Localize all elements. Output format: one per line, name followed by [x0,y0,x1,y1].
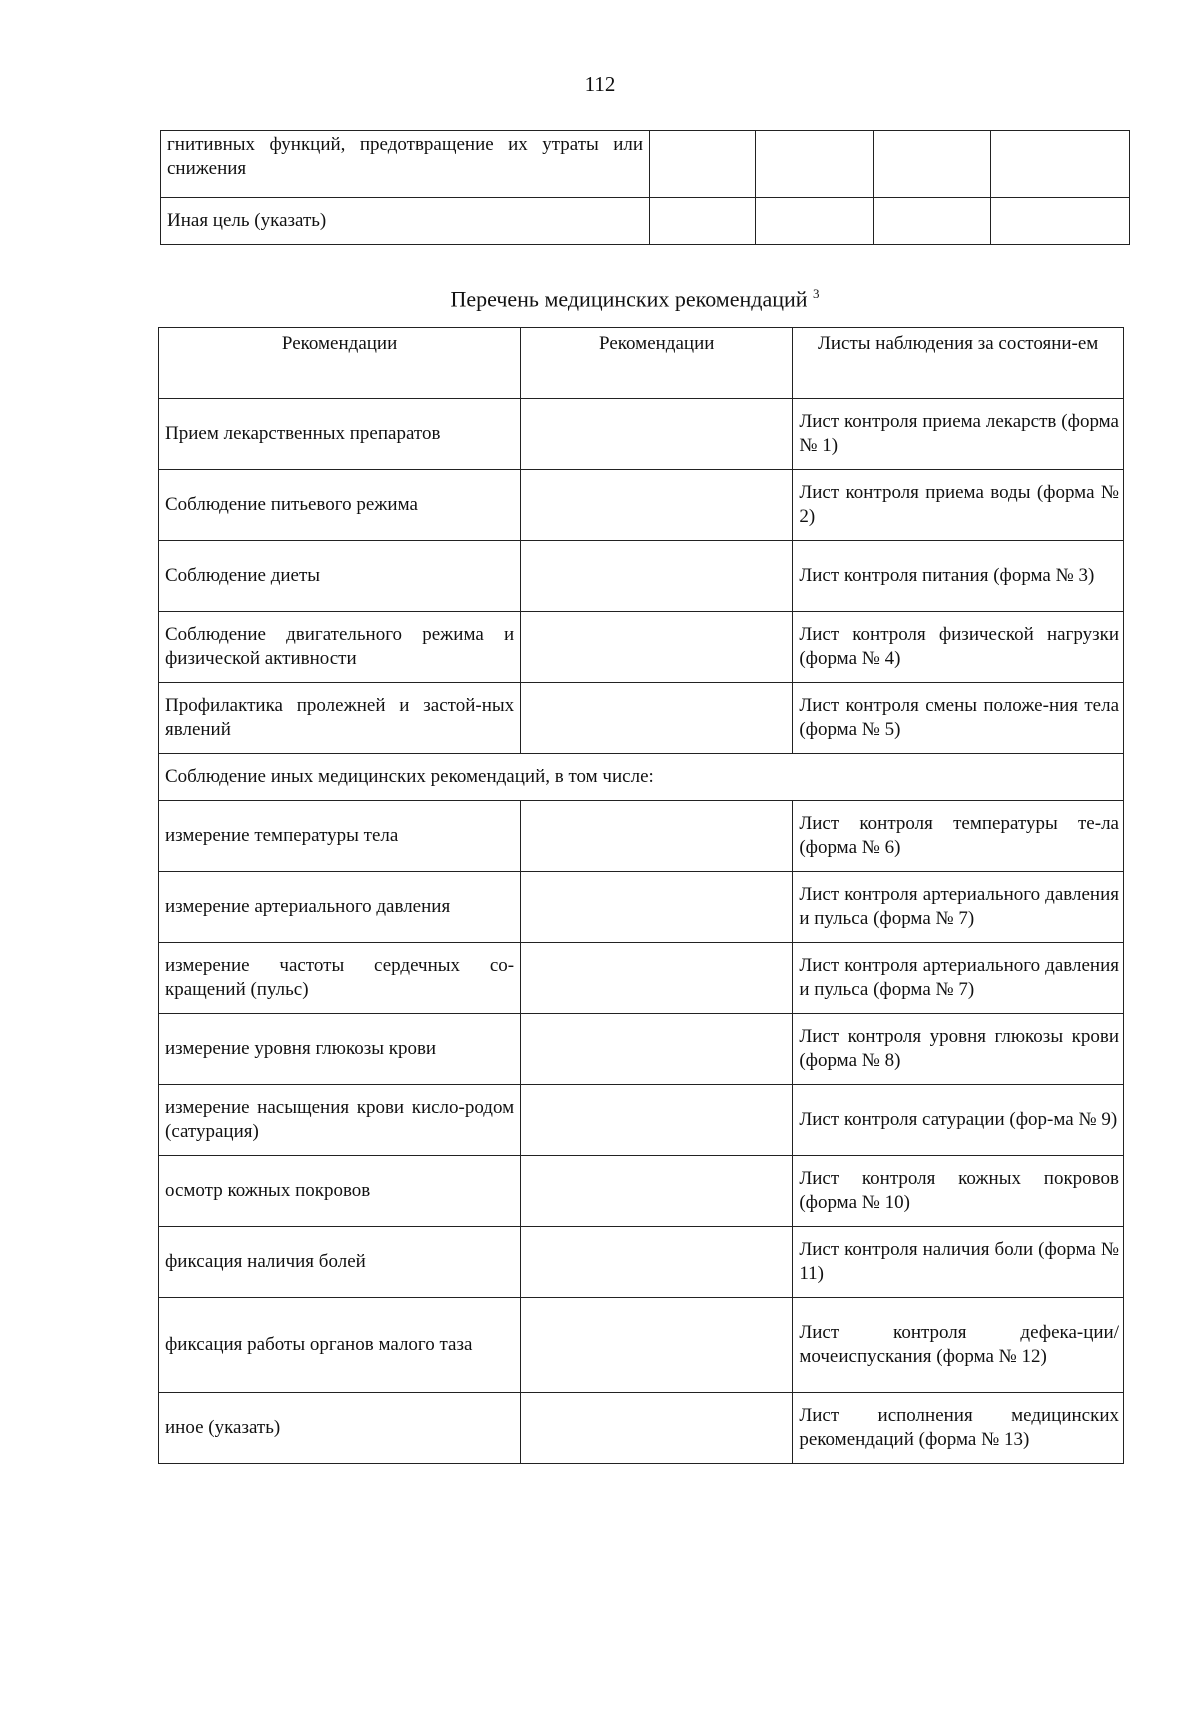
recommendation-cell: Соблюдение питьевого режима [159,470,521,541]
recommendation-cell: фиксация работы органов малого таза [159,1298,521,1393]
recommendation-cell: измерение частоты сердечных со-кращений (пульс) [159,943,521,1014]
section-title-text: Перечень медицинских рекомендаций [450,286,808,312]
empty-cell [521,1227,793,1298]
recommendation-cell: Соблюдение двигательного режима и физической активности [159,612,521,683]
table-row [159,541,1124,612]
sheet-cell: Лист контроля артериального давления и пульса (форма № 7) [793,872,1124,943]
table-row [159,399,1124,470]
sheet-cell: Лист контроля артериального давления и пульса (форма № 7) [793,943,1124,1014]
empty-cell [521,1156,793,1227]
empty-cell [521,1085,793,1156]
recommendation-cell: измерение уровня глюкозы крови [159,1014,521,1085]
empty-cell [521,683,793,754]
subsection-heading: Соблюдение иных медицинских рекомендаций, в том числе: [159,754,1124,801]
empty-cell [991,131,1130,198]
recommendation-cell: измерение температуры тела [159,801,521,872]
table-row [159,801,1124,872]
table-row [159,1014,1124,1085]
table-row [159,1085,1124,1156]
sheet-cell: Лист контроля температуры те-ла (форма № 6) [793,801,1124,872]
header-recommendations-2: Рекомендации [521,328,793,399]
recommendation-cell: осмотр кожных покровов [159,1156,521,1227]
empty-cell [873,198,990,245]
goal-label: Иная цель (указать) [161,198,650,245]
recommendation-cell: измерение насыщения крови кисло-родом (сатурация) [159,1085,521,1156]
page-number: 112 [584,72,616,96]
sheet-cell: Лист контроля приема воды (форма № 2) [793,470,1124,541]
sheet-cell: Лист контроля приема лекарств (форма № 1) [793,399,1124,470]
empty-cell [521,943,793,1014]
empty-cell [521,1014,793,1085]
sheet-cell: Лист контроля уровня глюкозы крови (форма № 8) [793,1014,1124,1085]
header-observation-sheets: Листы наблюдения за состояни-ем [793,328,1124,399]
empty-cell [756,131,873,198]
table-row [161,198,1130,245]
sheet-cell: Лист контроля наличия боли (форма № 11) [793,1227,1124,1298]
recommendation-cell: Соблюдение диеты [159,541,521,612]
empty-cell [521,470,793,541]
recommendations-table [158,327,1124,1464]
table-row [159,1227,1124,1298]
empty-cell [650,131,756,198]
section-title [0,286,1200,312]
header-recommendations: Рекомендации [159,328,521,399]
sheet-cell: Лист контроля физической нагрузки (форма № 4) [793,612,1124,683]
table-row [159,1156,1124,1227]
empty-cell [521,541,793,612]
recommendation-cell: измерение артериального давления [159,872,521,943]
empty-cell [521,399,793,470]
goal-label: гнитивных функций, предотвращение их утраты или снижения [161,131,650,198]
empty-cell [521,612,793,683]
table-row [159,470,1124,541]
table-row [159,683,1124,754]
table-row [159,612,1124,683]
table-header-row [159,328,1124,399]
subsection-row [159,754,1124,801]
sheet-cell: Лист контроля сатурации (фор-ма № 9) [793,1085,1124,1156]
sheet-cell: Лист контроля дефека-ции/мочеиспускания (форма № 12) [793,1298,1124,1393]
table-row [159,943,1124,1014]
table-row [159,872,1124,943]
empty-cell [521,1393,793,1464]
recommendation-cell: иное (указать) [159,1393,521,1464]
sheet-cell: Лист исполнения медицинских рекомендаций (форма № 13) [793,1393,1124,1464]
empty-cell [521,801,793,872]
table-row [161,131,1130,198]
recommendation-cell: Прием лекарственных препаратов [159,399,521,470]
empty-cell [991,198,1130,245]
table-row [159,1298,1124,1393]
footnote-marker: 3 [813,286,820,301]
empty-cell [521,1298,793,1393]
empty-cell [873,131,990,198]
empty-cell [756,198,873,245]
recommendation-cell: Профилактика пролежней и застой-ных явлений [159,683,521,754]
sheet-cell: Лист контроля питания (форма № 3) [793,541,1124,612]
empty-cell [521,872,793,943]
sheet-cell: Лист контроля смены положе-ния тела (форма № 5) [793,683,1124,754]
empty-cell [650,198,756,245]
goals-table-continuation [160,130,1130,245]
recommendation-cell: фиксация наличия болей [159,1227,521,1298]
sheet-cell: Лист контроля кожных покровов (форма № 10) [793,1156,1124,1227]
table-row [159,1393,1124,1464]
